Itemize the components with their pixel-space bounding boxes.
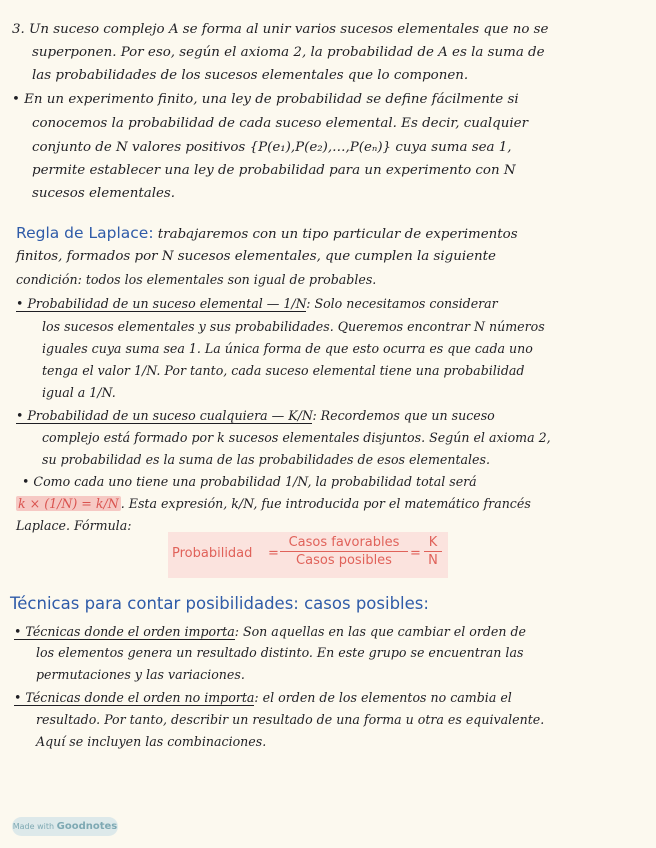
badge-brand: Goodnotes bbox=[56, 821, 118, 832]
text-line: 3. Un suceso complejo A se forma al unir varios sucesos elementales que no se bbox=[12, 22, 549, 37]
bullet-orden-importa-rest: : Son aquellas en las que cambiar el orden de bbox=[234, 624, 527, 639]
text-line: su probabilidad es la suma de las probabilidades de esos elementales. bbox=[42, 452, 490, 467]
text-line: superponen. Por eso, según el axioma 2, la probabilidad de A es la suma de bbox=[32, 45, 545, 60]
bullet-orden-no-importa-title: • Técnicas donde el orden no importa bbox=[14, 690, 255, 705]
tecnicas-heading: Técnicas para contar posibilidades: casos posibles: bbox=[10, 594, 429, 613]
text-line: condición: todos los elementales son igual de probables. bbox=[16, 272, 377, 287]
text-line: permutaciones y las variaciones. bbox=[36, 667, 245, 682]
text-rest: . Esta expresión, k/N, fue introducida por el matemático francés bbox=[120, 496, 531, 511]
text-line: tenga el valor 1/N. Por tanto, cada suceso elemental tiene una probabilidad bbox=[42, 363, 525, 378]
formula-fraction bbox=[280, 535, 408, 568]
text-line: Laplace. Fórmula: bbox=[16, 518, 132, 533]
text-line: resultado. Por tanto, describir un resultado de una forma u otra es equivalente. bbox=[36, 712, 545, 727]
formula-fraction-kn bbox=[424, 535, 442, 568]
bullet-orden-importa-title: • Técnicas donde el orden importa bbox=[14, 624, 235, 639]
bullet-cualquiera-rest: : Recordemos que un suceso bbox=[312, 408, 495, 423]
bullet-orden-importa bbox=[14, 622, 526, 642]
text-line: conocemos la probabilidad de cada suceso elemental. Es decir, cualquier bbox=[32, 116, 528, 131]
laplace-heading-line bbox=[16, 223, 518, 245]
highlighted-expression: k × (1/N) = k/N bbox=[18, 496, 119, 511]
text-line: • Como cada uno tiene una probabilidad 1/N, la probabilidad total será bbox=[22, 474, 477, 489]
text-line: Aquí se incluyen las combinaciones. bbox=[36, 734, 267, 749]
formula-numerator-k: K bbox=[424, 535, 442, 552]
bullet-orden-no-importa-rest: : el orden de los elementos no cambia el bbox=[254, 690, 512, 705]
bullet-elemental-rest: : Solo necesitamos considerar bbox=[306, 296, 498, 311]
badge-small-text: Made with bbox=[12, 822, 57, 831]
laplace-heading-rest: trabajaremos con un tipo particular de experimentos bbox=[153, 227, 518, 242]
bullet-cualquiera bbox=[16, 406, 495, 426]
formula-denominator-n: N bbox=[428, 553, 438, 568]
bullet-cualquiera-title: • Probabilidad de un suceso cualquiera — K/N bbox=[16, 408, 313, 423]
text-line: permite establecer una ley de probabilidad para un experimento con N bbox=[32, 163, 516, 178]
formula-denominator: Casos posibles bbox=[296, 553, 392, 568]
laplace-heading: Regla de Laplace: bbox=[16, 224, 154, 242]
text-line: complejo está formado por k sucesos elementales disjuntos. Según el axioma 2, bbox=[42, 430, 551, 445]
text-line: sucesos elementales. bbox=[32, 186, 176, 201]
text-line: las probabilidades de los sucesos elementales que lo componen. bbox=[32, 68, 469, 83]
made-with-goodnotes-badge[interactable] bbox=[12, 817, 118, 836]
text-line: finitos, formados por N sucesos elementales, que cumplen la siguiente bbox=[16, 249, 496, 264]
text-line: • En un experimento finito, una ley de probabilidad se define fácilmente si bbox=[12, 92, 519, 107]
text-line: iguales cuya suma sea 1. La única forma de que esto ocurra es que cada uno bbox=[42, 341, 533, 356]
text-line: los elementos genera un resultado distinto. En este grupo se encuentran las bbox=[36, 645, 524, 660]
text-line: conjunto de N valores positivos {P(e₁),P(e₂),…,P(eₙ)} cuya suma sea 1, bbox=[32, 140, 512, 155]
bullet-elemental bbox=[16, 294, 498, 314]
formula-numerator: Casos favorables bbox=[280, 535, 408, 552]
text-line: igual a 1/N. bbox=[42, 385, 116, 400]
text-line bbox=[16, 494, 531, 514]
formula-label: Probabilidad bbox=[172, 546, 253, 561]
text-line: los sucesos elementales y sus probabilidades. Queremos encontrar N números bbox=[42, 319, 545, 334]
bullet-orden-no-importa bbox=[14, 688, 512, 708]
laplace-formula bbox=[168, 532, 448, 578]
bullet-elemental-title: • Probabilidad de un suceso elemental — 1/N bbox=[16, 296, 307, 311]
formula-equals: = bbox=[410, 546, 421, 561]
formula-equals: = bbox=[268, 546, 279, 561]
